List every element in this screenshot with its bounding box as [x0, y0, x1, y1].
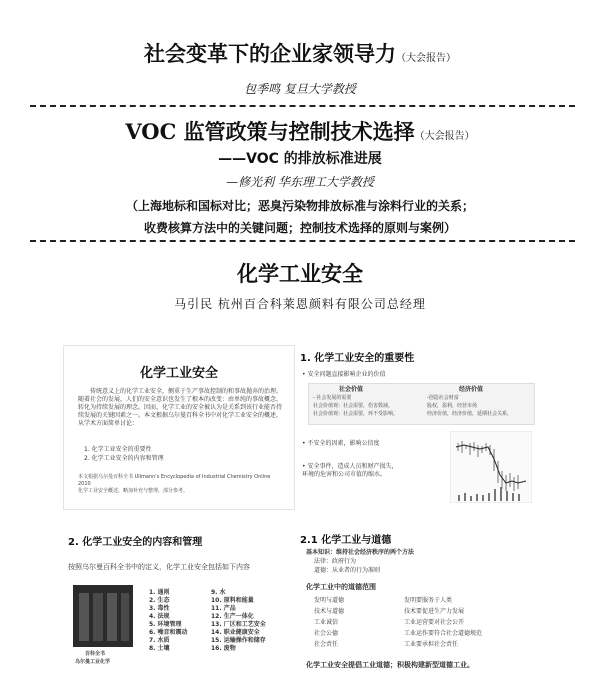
ethics-scope: 化学工业中的道德范围: [306, 583, 376, 591]
ethics-left-item: 社会公德: [314, 630, 339, 637]
content-item: 11. 产品: [211, 605, 236, 612]
slide-content: [63, 527, 298, 687]
social-value-line: - 社会发展的需要: [313, 395, 352, 401]
ethics-left-item: 技术与道德: [314, 608, 345, 615]
ethics-left-item: 发明与道德: [314, 597, 345, 604]
social-value-heading: 社会价值: [339, 386, 364, 393]
ethics-closing: 化学工业安全提倡工业道德；积极构建新型道德工业。: [306, 661, 474, 669]
content-item: 15. 运输操作和储存: [211, 637, 266, 644]
slide-importance-bullet: • 不安全的因素，影响公信度: [302, 440, 379, 448]
value-table: [308, 383, 535, 425]
ethics-right-item: 发明要服务于人类: [404, 597, 453, 604]
slide-intro-footnote: 化学工业安全概述，略加补充与整理，部分参考。: [78, 488, 189, 494]
encyclopedia-caption: 乌尔曼工业化学: [75, 659, 111, 665]
ethics-left-item: 社会责任: [314, 641, 339, 648]
encyclopedia-caption: 百科全书: [85, 651, 106, 657]
talk2-subtitle: ——VOC 的排放标准进展: [218, 151, 382, 167]
ethics-left-item: 工业诚信: [314, 619, 339, 626]
ethics-right-column: [404, 595, 482, 650]
slide-intro-paragraph: 传统意义上的化学工业安全，侧重于生产事故控制的和事故抛弃的治理。随着社会的发展，人们的安全意识也发生了根本的改变：由单纯的事故概念，转化为持续发展的理念。因而，化学工业的安全被认为是关系到该行业能否持续发展的关键因素之一。本文根据乌尔曼百科全书中对化学工业安全的概述，从学术方面简单讨论：: [78, 388, 283, 427]
content-item: 16. 废物: [211, 645, 236, 652]
social-value-line: 社会价值观：社会需要，环不受影响。: [313, 411, 399, 417]
social-value-line: 社会价值观：社会需要，伤害数减。: [313, 403, 394, 409]
slide-intro-footnote: 本文根据乌尔曼百科全书 Ullmann's Encyclopedia of Industrial Chemistry Online 2010: [78, 474, 271, 487]
ethics-right-item: 工业运营要对社会公开: [404, 619, 465, 626]
content-item: 9. 水: [211, 589, 226, 596]
content-item: 5. 环境管理: [149, 621, 182, 628]
slide-intro-item: 2. 化学工业安全的内容和管理: [84, 455, 164, 462]
ethics-right-item: 工业要承担社会责任: [404, 641, 459, 648]
economic-value-line: -创造社会财富: [427, 395, 459, 401]
slide-importance-bullet: • 安全问题直接影响企业的价值: [302, 371, 385, 379]
ethics-right-item: 工业运作要符合社会道德规范: [404, 630, 483, 637]
content-item: 1. 通则: [149, 589, 170, 596]
content-item: 7. 水质: [149, 637, 170, 644]
content-item: 13. 厂区和工艺安全: [211, 621, 266, 628]
content-column-1: [149, 589, 188, 653]
slide-intro-item: 1. 化学工业安全的重要性: [84, 446, 152, 453]
content-item: 3. 毒性: [149, 605, 170, 612]
talk3-author: 马引民 杭州百合科莱恩颜料有限公司总经理: [174, 297, 426, 311]
divider: [30, 105, 575, 107]
content-item: 2. 生态: [149, 597, 170, 604]
talk2-desc-line2: 收费核算方法中的关键问题；控制技术选择的原则与案例）: [143, 221, 456, 235]
talk1-author: 包季鸣 复旦大学教授: [244, 82, 356, 96]
stock-price-chart: [450, 431, 532, 503]
talk2-author: —修光利 华东理工大学教授: [226, 175, 374, 189]
ethics-left-column: [314, 595, 344, 650]
ethics-basic: 基本知识：维持社会经济秩序的两个方法: [306, 549, 415, 556]
ethics-right-item: 技术要促进生产力发展: [404, 608, 465, 615]
slide-importance-bullet: • 安全事件，造成人员和财产损失，环境的危害和公司市值的缩水。: [302, 463, 402, 479]
divider: [30, 240, 575, 242]
economic-value-line: 经济价值，经济价值，延期社会关系，: [427, 411, 513, 417]
slide-content-title: 2. 化学工业安全的内容和管理: [68, 537, 203, 548]
slide-content-intro: 按照乌尔曼百科全书中的定义，化学工业安全包括如下内容: [68, 563, 250, 571]
content-item: 8. 土壤: [149, 645, 170, 652]
ethics-law: 法律：政府行为: [314, 558, 357, 565]
slide-intro-title: 化学工业安全: [139, 366, 218, 381]
content-item: 4. 法规: [149, 613, 170, 620]
slide-importance-title: 1. 化学工业安全的重要性: [300, 353, 415, 364]
content-column-2: [211, 589, 266, 653]
talk2-title: VOC 监管政策与控制技术选择（大会报告）: [125, 119, 475, 144]
content-item: 10. 原料和能量: [211, 597, 254, 604]
slide-ethics: [300, 527, 540, 687]
content-item: 14. 职业健康安全: [211, 629, 260, 636]
slide-intro: [63, 345, 295, 510]
talk2-desc-line1: （上海地标和国标对比；恶臭污染物排放标准与涂料行业的关系；: [125, 199, 474, 213]
economic-value-heading: 经济价值: [459, 386, 484, 393]
content-item: 6. 噪音和震动: [149, 629, 188, 636]
slide-ethics-title: 2.1 化学工业与道德: [300, 535, 392, 546]
encyclopedia-image: [73, 585, 133, 647]
talk3-title: 化学工业安全: [237, 261, 363, 286]
economic-value-line: 股权，盈利，经营市场: [427, 403, 478, 409]
talk1-title: 社会变革下的企业家领导力（大会报告）: [144, 41, 456, 66]
ethics-ethics: 道德：从业者的行为准则: [314, 567, 381, 574]
slide-importance: [300, 345, 540, 508]
content-item: 12. 生产一体化: [211, 613, 254, 620]
